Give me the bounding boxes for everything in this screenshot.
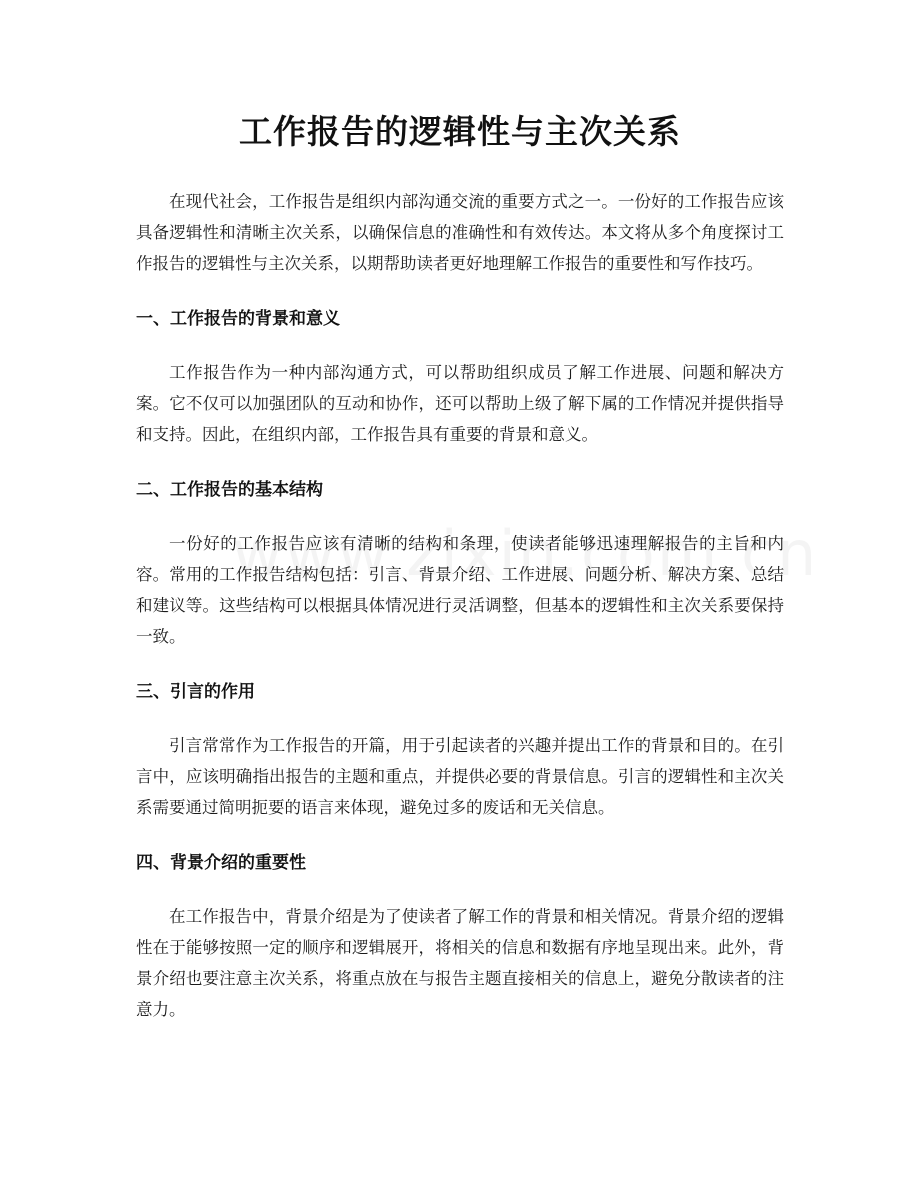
section-heading-3: 三、引言的作用	[136, 682, 255, 702]
section-heading-2: 二、工作报告的基本结构	[136, 480, 323, 500]
section-body-2: 一份好的工作报告应该有清晰的结构和条理，使读者能够迅速理解报告的主旨和内容。常用的工作报告结构包括：引言、背景介绍、工作进展、问题分析、解决方案、总结和建议等。这些结构可以根据具体情况进行灵活调整，但基本的逻辑性和主次关系要保持一致。	[136, 534, 784, 646]
section-heading-1: 一、工作报告的背景和意义	[136, 309, 340, 329]
document-title: 工作报告的逻辑性与主次关系	[239, 112, 681, 151]
section-body-4: 在工作报告中，背景介绍是为了使读者了解工作的背景和相关情况。背景介绍的逻辑性在于能够按照一定的顺序和逻辑展开，将相关的信息和数据有序地呈现出来。此外，背景介绍也要注意主次关系，将重点放在与报告主题直接相关的信息上，避免分散读者的注意力。	[136, 907, 784, 1019]
intro-paragraph: 在现代社会，工作报告是组织内部沟通交流的重要方式之一。一份好的工作报告应该具备逻辑性和清晰主次关系，以确保信息的准确性和有效传达。本文将从多个角度探讨工作报告的逻辑性与主次关系，以期帮助读者更好地理解工作报告的重要性和写作技巧。	[136, 192, 784, 273]
section-body-3: 引言常常作为工作报告的开篇，用于引起读者的兴趣并提出工作的背景和目的。在引言中，应该明确指出报告的主题和重点，并提供必要的背景信息。引言的逻辑性和主次关系需要通过简明扼要的语言来体现，避免过多的废话和无关信息。	[136, 736, 784, 817]
document-page	[136, 0, 784, 1025]
section-body-1: 工作报告作为一种内部沟通方式，可以帮助组织成员了解工作进展、问题和解决方案。它不仅可以加强团队的互动和协作，还可以帮助上级了解下属的工作情况并提供指导和支持。因此，在组织内部，工作报告具有重要的背景和意义。	[136, 363, 784, 444]
section-heading-4: 四、背景介绍的重要性	[136, 853, 306, 873]
